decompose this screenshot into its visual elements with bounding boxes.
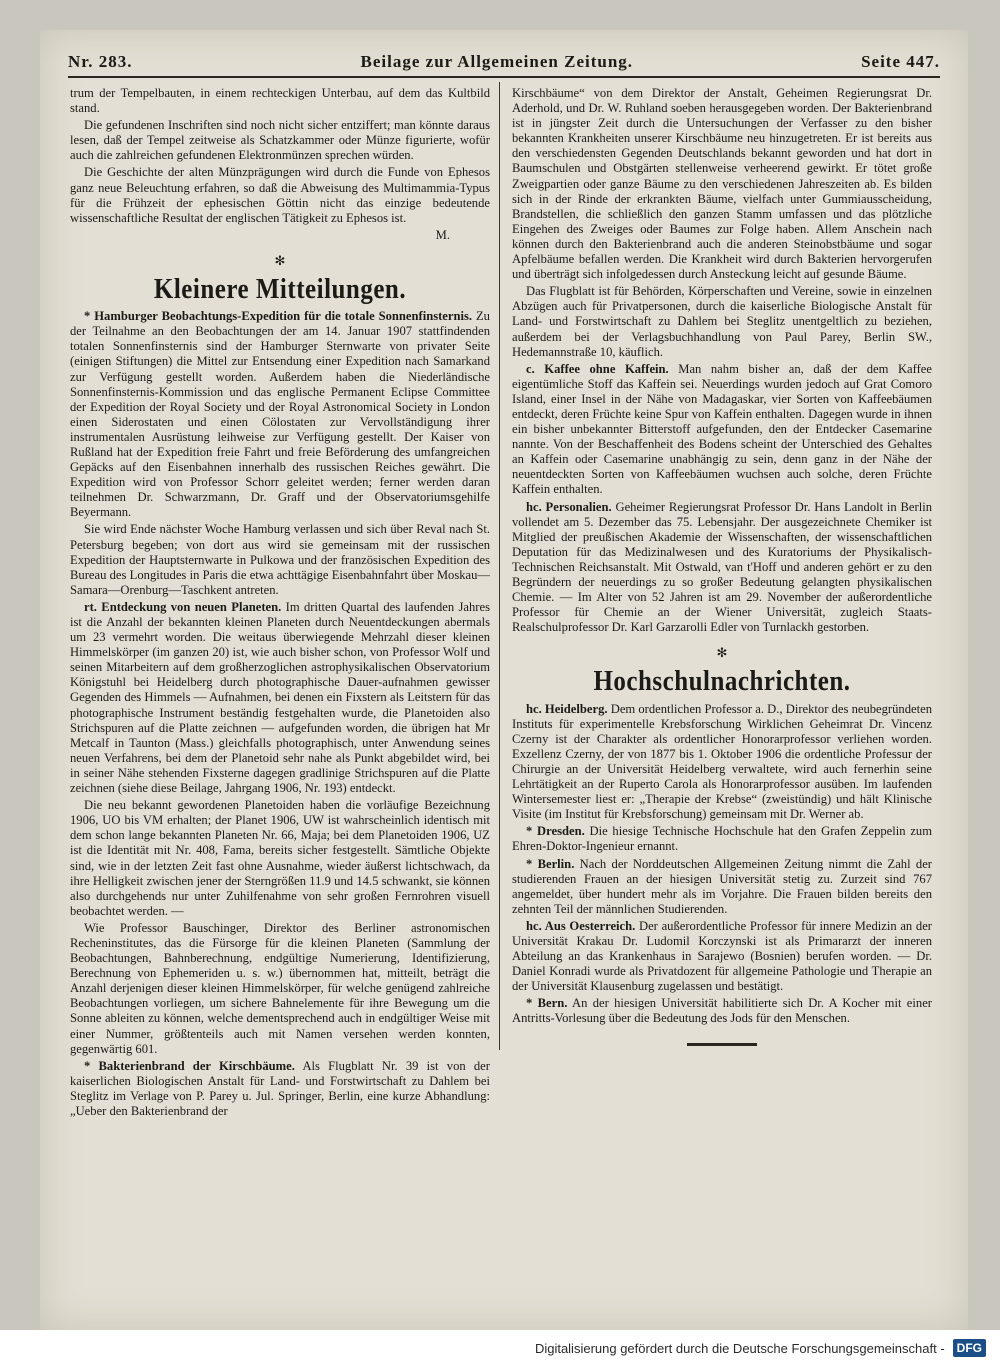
article-lead: rt. Entdeckung von neuen Planeten. (84, 599, 282, 614)
paragraph: Die Geschichte der alten Münzprägungen wird durch die Funde von Ephesos ganz neue Beleuchtung erfahren, so daß die Abweisung des Multimammia-Typus für die Frühzeit der ephesischen Göttin nicht das einzige bedeutende wissenschaftliche Resultat der englischen Tätigkeit zu Ephesos ist. (70, 165, 490, 225)
section-title: Hochschulnachrichten. (593, 666, 851, 698)
article-text: Als Flugblatt Nr. 39 ist von der kaiserlichen Biologischen Anstalt für Land- und Forstwirtschaft zu Dahlem bei Steglitz im Verlage von P. Parey u. Jul. Springer, Berlin, eine kurze Abhandlung: „Ueber den Bakterienbrand der (70, 1058, 490, 1118)
page-header (68, 44, 940, 78)
footer-text: Digitalisierung gefördert durch die Deutsche Forschungsgemeinschaft - (534, 1340, 945, 1356)
news-text: Dem ordentlichen Professor a. D., Direktor des neubegründeten Instituts für experimentelle Krebsforschung Wirklichen Geheimrat Dr. Vincenz Czerny ist der Charakter als ordentlicher Honorarprofessor verliehen worden. Exzellenz Czerny, der von 1877 bis 1. Oktober 1906 die ordentliche Professur der Chirurgie an der Universität Heidelberg verwaltete, wird auch fernerhin seine Lehrtätigkeit an der Ruperto Carola als Honorarprofessor ausüben. Im laufenden Wintersemester liest er: „Therapie der Krebse“ (zweistündig) und hält Klinische Visite (im Institut für Krebsforschung) gemeinsam mit Dr. Werner ab. (512, 701, 932, 822)
article (70, 1059, 490, 1119)
separator-ornament: ✻ (716, 645, 728, 661)
article (70, 600, 490, 796)
article (70, 309, 490, 520)
paragraph: Wie Professor Bauschinger, Direktor des Berliner astronomischen Recheninstitutes, das die Fürsorge für die kleinen Planeten (Sammlung der Beobachtungen, Bahnberechnung, endgültige Numerierung, Identifizierung, Berechnung von Ephemeriden u. s. w.) übernommen hat, mitteilt, beträgt die Anzahl derjenigen dieser kleinen Himmelskörper, für welche genügend zahlreiche Beobachtungen vorliegen, um sichere Bahnelemente für ihre Bewegung um die Sonne ableiten zu können, welche dementsprechend auch in endgültiger Weise mit einer Nummer, größtenteils auch mit Namen versehen werden konnten, gegenwärtig 601. (70, 920, 490, 1056)
news-item (512, 824, 932, 854)
article-lead: * Bakterienbrand der Kirschbäume. (84, 1058, 295, 1073)
left-column (70, 86, 490, 1318)
news-item (512, 919, 932, 994)
article-lead: hc. Personalien. (526, 499, 612, 514)
right-column (512, 86, 932, 1318)
article-lead: * Hamburger Beobachtungs-Expedition für die totale Sonnenfinsternis. (84, 309, 473, 324)
newspaper-page (40, 30, 968, 1330)
news-text: Die hiesige Technische Hochschule hat den Grafen Zeppelin zum Ehren-Doktor-Ingenieur ernannt. (512, 824, 932, 854)
article-text: Man nahm bisher an, daß der dem Kaffee eigentümliche Stoff das Kaffein sei. Neuerdings wurden jedoch auf Grat Comoro Island, einer Insel in der Nähe von Madagaskar, vier Sorten von Kaffeebäumen entdeckt, deren Früchte keine Spur von Kaffein enthalten. Dagegen wurde in ihnen ein bisher unbekannter Bitterstoff aufgefunden, den der Entdecker Casemarine nannte. Von der Beschaffenheit des Bodens scheint der Unterschied des Gehaltes an Kaffein oder Casemarine unabhängig zu sein, denn ganz in der Nähe der neuentdeckten Sorten von Kaffeebäumen wuchsen auch solche, deren Früchte Kaffein enthalten. (512, 361, 932, 497)
issue-number: Nr. 283. (68, 52, 133, 71)
article-lead: c. Kaffee ohne Kaffein. (526, 361, 669, 376)
news-lead: * Bern. (526, 996, 568, 1011)
article-text: Im dritten Quartal des laufenden Jahres ist die Anzahl der bekannten kleinen Planeten durch Neuentdeckungen abermals um 23 vermehrt worden. Die weitaus überwiegende Mehrzahl dieser kleinen Himmelskörper (im ganzen 20) ist, wie auch bisher schon, von Professor Wolf und seinen Mitarbeitern auf dem großherzoglichen astrophysikalischen Observatorium Königstuhl bei Heidelberg durch photographische Dauer-aufnahmen gewisser Gegenden des Himmels — Aufnahmen, bei denen ein Fixstern als Leitstern für das photographische Instrument beständig festgehalten wurde, die Planetoiden also Strichspuren auf die Platte zeichnen — aufgefunden worden, die übrigen hat Mr Metcalf in Taunton (Mass.) gleichfalls photographisch, unter Anwendung seines neuen Verfahrens, bei dem der Planetoid sehr nahe als Punkt abgebildet wird, bei in seiner Nähe stehenden Fixsterne dagegen gradlinige Strichspuren auf die Platte zeichnen (siehe diese Beilage, Jahrgang 1906, Nr. 193) entdeckt. (70, 599, 490, 796)
news-lead: hc. Aus Oesterreich. (526, 918, 636, 933)
news-item (512, 996, 932, 1026)
news-lead: * Berlin. (526, 856, 575, 871)
news-item (512, 702, 932, 823)
news-text: An der hiesigen Universität habilitierte sich Dr. A Kocher mit einer Antritts-Vorlesung über die Bedeutung des Jods für den Menschen. (512, 996, 932, 1026)
dfg-logo: DFG (953, 1339, 986, 1357)
article-text: Geheimer Regierungsrat Professor Dr. Hans Landolt in Berlin vollendet am 5. Dezember das 75. Lebensjahr. Der ausgezeichnete Chemiker ist Mitglied der preußischen Akademie der Wissenschaften, der wissenschaftlichen Deputation für das Medizinalwesen und des Kuratoriums der Physikalisch-Technischen Reichsanstalt. Mit Ostwald, van t'Hoff und anderen gehört er zu den Begründern der neuerdings zu so großer Bedeutung gelangten physikalischen Chemie. — Im Alter von 52 Jahren ist am 29. November der außerordentliche Professor für Chemie an der Wiener Universität, zugleich Staats-Realschulprofessor Dr. Karl Garzarolli Edler von Turnlackh gestorben. (512, 499, 932, 635)
article (512, 500, 932, 636)
end-rule (512, 1035, 932, 1050)
news-text: Der außerordentliche Professor für innere Medizin an der Universität Krakau Dr. Ludomil Korczynski ist als Primararzt der inneren Abteilung an das Krankenhaus in Sarajewo (Bosnien) berufen worden. — Dr. Daniel Konradi wurde als Privatdozent für allgemeine Pathologie und Therapie an der Universität Klausenburg zugelassen und bestätigt. (512, 918, 932, 994)
news-lead: hc. Heidelberg. (526, 701, 608, 716)
page-number: Seite 447. (861, 52, 940, 71)
article-text: Zu der Teilnahme an den Beobachtungen der am 14. Januar 1907 stattfindenden totalen Sonnenfinsternis sind der Hamburger Sternwarte von privater Seite (einigen Stiftungen) die Mittel zur Entsendung einer Expedition nach Samarkand zur Verfügung gestellt worden. Außerdem haben die Niederländische Sonnenfinsternis-Kommission und das englische Permanent Eclipse Committee der Expedition der Royal Society und der Royal Astronomical Society in London einen Siderostaten und einen Cölostaten zur Vervollständigung ihrer instrumentalen Ausrüstung leihweise zur Verfügung gestellt. Der Kaiser von Rußland hat der Expedition freie Fahrt und freie Beförderung des umfangreichen Gepäcks auf den Eisenbahnen innerhalb des russischen Reiches gewährt. Die Expedition wird von Professor Schorr geleitet werden; ferner werden daran teilnehmen Dr. Schwarzmann, Dr. Graff und der Observatoriumsgehilfe Beyermann. (70, 309, 490, 520)
digitization-footer (0, 1330, 1000, 1366)
section-title: Kleinere Mitteilungen. (153, 273, 407, 306)
news-text: Nach der Norddeutschen Allgemeinen Zeitung nimmt die Zahl der studierenden Frauen an der hiesigen Universität stetig zu. Zurzeit sind 767 angemeldet, über hundert mehr als im Vorjahre. Die Frauen bilden bereits den zehnten Teil der männlichen Studierenden. (512, 856, 932, 916)
signature: M. (435, 227, 450, 242)
paragraph: Sie wird Ende nächster Woche Hamburg verlassen und sich über Reval nach St. Petersburg begeben; von dort aus wird sie gemeinsam mit der russischen Expedition der Hauptsternwarte in Pulkowa und der französischen Expedition des Bureau des Longitudes in Paris die etwa achttägige Eisenbahnfahrt über Moskau—Samara—Orenburg—Taschkent antreten. (70, 522, 490, 597)
paragraph: Die neu bekannt gewordenen Planetoiden haben die vorläufige Bezeichnung 1906, UO bis VM erhalten; der Planet 1906, UW ist wahrscheinlich identisch mit dem schon lange bekannten Planeten Nr. 66, Maja; bei dem Planetoiden 1906, UZ ist die Identität mit Nr. 408, Fama, bereits sicher festgestellt. Sämtliche Objekte sind, wie in der letzten Zeit fast ohne Ausnahme, wieder äußerst lichtschwach, da ihre Helligkeit zwischen jener der Sterngrößen 11.9 und 14.5 schwankt, sie können also durchgehends nur unter Zuhilfenahme von sehr großen Fernrohren visuell beobachtet werden. — (70, 798, 490, 918)
paragraph: Die gefundenen Inschriften sind noch nicht sicher entziffert; man könnte daraus lesen, daß der Tempel zeitweise als Schatzkammer oder Münze figurierte, wofür auch die zahlreichen gefundenen Elektronmünzen sprechen würden. (70, 118, 490, 163)
paragraph: Das Flugblatt ist für Behörden, Körperschaften und Vereine, sowie in einzelnen Abzügen auch für Privatpersonen, durch die kaiserliche Biologische Anstalt für Land- und Forstwirtschaft zu Dahlem bei Steglitz unentgeltlich zu beziehen, außerdem bei der Verlagsbuchhandlung von Paul Parey, Berlin SW., Hedemannstraße 10, käuflich. (512, 284, 932, 359)
column-divider (499, 82, 500, 1050)
publication-title: Beilage zur Allgemeinen Zeitung. (360, 52, 634, 71)
paragraph: trum der Tempelbauten, in einem rechteckigen Unterbau, auf dem das Kultbild stand. (70, 86, 490, 116)
paragraph: Kirschbäume“ von dem Direktor der Anstalt, Geheimen Regierungsrat Dr. Aderhold, und Dr. W. Ruhland soeben herausgegeben worden. Der Bakterienbrand ist in jüngster Zeit durch die Untersuchungen der Verfasser zu den bisher bekannten Krankheiten unserer Kirschbäume neu hinzugetreten. Er ist bereits aus den verschiedensten Gegenden Deutschlands bekannt geworden und hat dort in Baumschulen und Obstgärten stellenweise verheerend gewirkt. Er tötet große Zweigpartien oder ganze Bäume zu den verschiedenen Jahreszeiten ab. Es bilden sich in der Rinde der erkrankten Bäume, vielfach unter Gummiausscheidung, Brandstellen, die schließlich den ganzen Stamm umfassen und das plötzliche Eingehen des Zweiges oder Baumes zur Folge haben. Allem Anschein nach können durch den Bakterienbrand auch die anderen Steinobstbäume und sogar Apfelbäume befallen werden. Die Krankheit wird durch Bakterien hervorgerufen und überträgt sich infolgedessen durch Ansteckung leicht auf gesunde Bäume. (512, 86, 932, 282)
separator-ornament: ✻ (274, 252, 286, 268)
news-lead: * Dresden. (526, 824, 585, 839)
article (512, 362, 932, 498)
news-item (512, 857, 932, 917)
